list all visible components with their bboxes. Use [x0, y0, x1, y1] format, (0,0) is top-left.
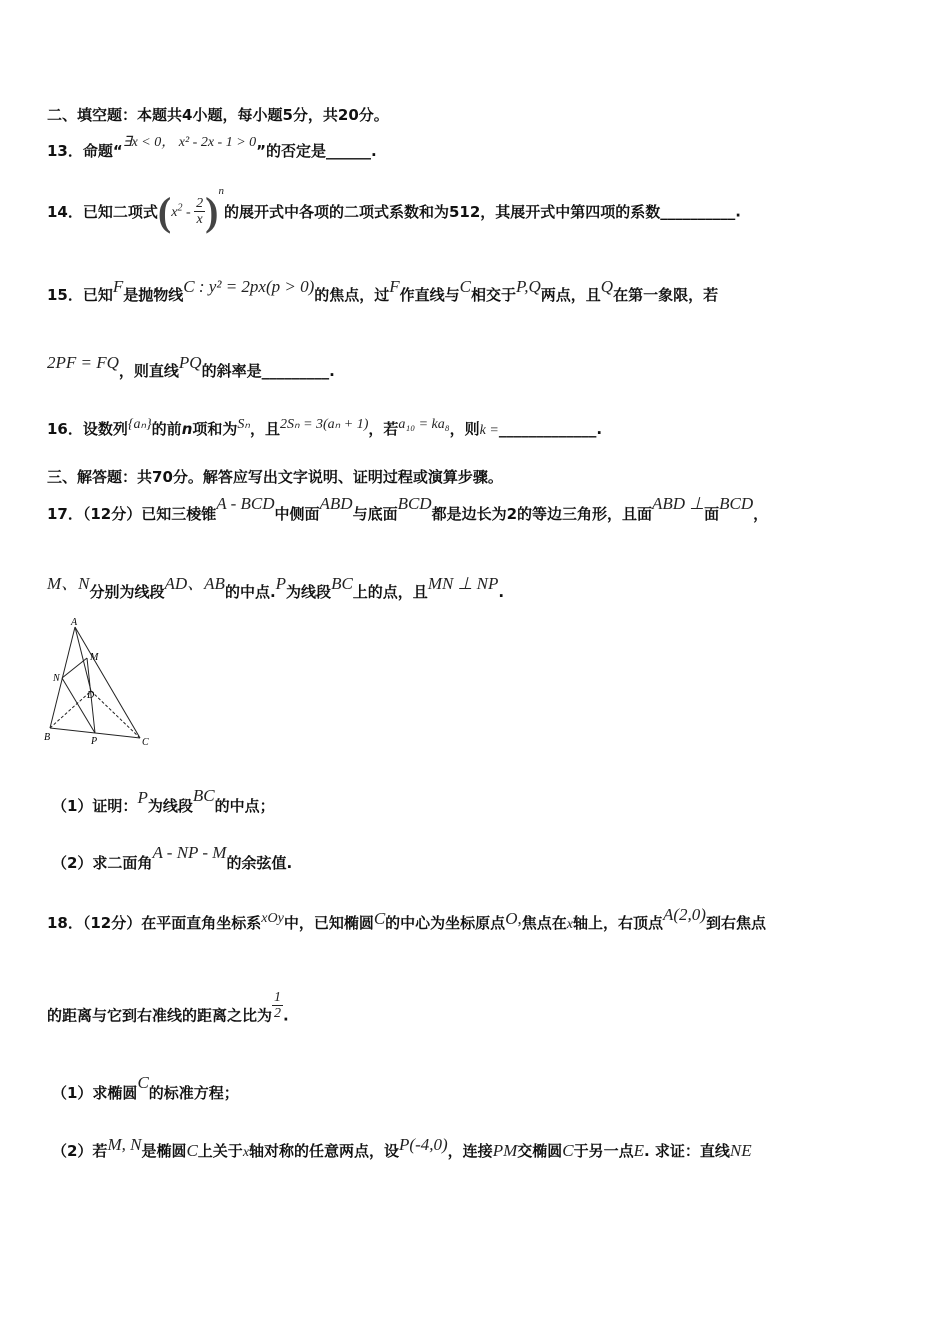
question-text: 到右焦点 [705, 914, 766, 932]
question-text: 的标准方程； [148, 1084, 239, 1102]
question-text: 交椭圆 [517, 1142, 563, 1160]
edge-AD [75, 627, 91, 691]
math-BC: BC [331, 574, 353, 593]
question-number: 16． [47, 420, 83, 438]
question-text: ，则直线 [118, 362, 179, 380]
math-Q: Q [600, 277, 614, 296]
question-18-continued [47, 990, 289, 1032]
math-C: C [186, 1141, 198, 1160]
segment-NM [62, 658, 87, 678]
question-text: 与底面 [352, 505, 398, 523]
label-C: C [142, 737, 149, 748]
fraction-denominator: x [196, 212, 203, 227]
period: . [283, 1006, 289, 1025]
edge-BD-hidden [50, 691, 91, 728]
question-18 [47, 905, 766, 933]
math-Sn: Sₙ [237, 417, 250, 432]
math-PQ: PQ [178, 353, 202, 372]
label-M: M [90, 652, 99, 663]
math-vector-condition: 2PF = FQ [47, 353, 119, 372]
math-x: x [242, 1145, 250, 1160]
fraction-numerator: 2 [196, 195, 204, 211]
question-text: 的斜率是 [201, 362, 262, 380]
question-text: 分别为线段 [89, 583, 165, 601]
period: . [735, 202, 741, 221]
question-text: 的中心为坐标原点 [385, 914, 506, 932]
question-number: 15． [47, 286, 83, 304]
label-N: N [53, 673, 60, 684]
question-text: ，且 [249, 420, 280, 438]
question-text: 为线段 [286, 583, 332, 601]
question-text: （12分）在平面直角坐标系 [82, 914, 262, 932]
question-text: 命题“ [82, 142, 123, 160]
question-text: ，则 [449, 420, 480, 438]
question-text: 相交于 [471, 286, 517, 304]
question-text: 都是边长为2的等边三角形，且面 [431, 505, 653, 523]
math-MN: M, N [107, 1135, 142, 1154]
math-PQ-points: P,Q [516, 277, 541, 296]
math-n: n [181, 420, 193, 438]
label-B: B [44, 732, 51, 743]
section-heading-fill-blank: 二、填空题：本题共4小题，每小题5分，共20分。 [47, 106, 389, 124]
binomial-base [171, 202, 194, 220]
question-13 [47, 135, 377, 161]
label-D: D [87, 690, 95, 701]
answer-blank: _____________ [498, 420, 597, 438]
fraction [272, 990, 283, 1022]
math-C: C [373, 909, 386, 928]
pyramid-figure [40, 615, 160, 750]
question-text: 作直线与 [399, 286, 460, 304]
math-BCD: BCD [397, 494, 432, 513]
part-label: （2）求二面角 [52, 854, 153, 872]
question-17-part-2 [52, 843, 293, 873]
period: . [329, 362, 335, 380]
question-text: 是抛物线 [123, 286, 184, 304]
answer-blank: _________ [261, 362, 330, 380]
math-F: F [389, 277, 400, 296]
question-text: 中侧面 [274, 505, 320, 523]
question-text: 的前 [151, 420, 182, 438]
math-expression: ∃x < 0， x² - 2x - 1 > 0 [122, 135, 257, 150]
math-BC: BC [192, 786, 215, 805]
fraction-denominator: 2 [274, 1006, 282, 1022]
fraction [194, 196, 205, 228]
question-17-part-1 [52, 786, 275, 816]
question-text: （12分）已知三棱锥 [82, 505, 217, 523]
section-heading-solutions: 三、解答题：共70分。解答应写出文字说明、证明过程或演算步骤。 [47, 468, 503, 486]
power-n: n [218, 185, 224, 197]
math-pyramid: A - BCD [216, 494, 275, 513]
math-perp-condition: MN ⊥ NP [427, 574, 499, 593]
period: . [596, 420, 603, 438]
part-label: （2）若 [52, 1142, 108, 1160]
question-text: 的中点. [224, 583, 276, 601]
right-paren: ) [205, 189, 219, 234]
math-ABD: ABD [319, 494, 353, 513]
question-15-continued [47, 353, 335, 381]
question-text: 两点，且 [540, 286, 601, 304]
question-text: 的焦点，过 [314, 286, 390, 304]
exponent: 2 [177, 202, 183, 214]
label-P: P [91, 736, 98, 747]
math-MN: M、N [47, 574, 90, 593]
math-C: C [137, 1073, 149, 1092]
question-text: 的中点； [214, 797, 275, 815]
label-A: A [71, 617, 78, 628]
fraction-numerator: 1 [274, 990, 282, 1005]
question-text: 中，已知椭圆 [283, 914, 374, 932]
question-text: ”的否定是 [256, 142, 326, 160]
question-text: 于另一点 [573, 1142, 634, 1160]
math-segments: AD、AB [164, 574, 225, 593]
question-number: 14． [47, 203, 83, 221]
math-equation: 2Sₙ = 3(aₙ + 1) [279, 417, 369, 432]
question-text: 的余弦值. [226, 854, 293, 872]
question-17 [47, 494, 769, 524]
question-text: 的距离与它到右准线的距离之比为 [47, 1006, 273, 1025]
period: . [498, 583, 505, 601]
question-text: 上的点，且 [352, 583, 428, 601]
math-ABD-perp: ABD ⊥ [652, 494, 705, 513]
edge-DC-hidden [91, 691, 140, 738]
math-NE: NE [729, 1141, 752, 1160]
question-text: . 求证：直线 [644, 1142, 730, 1160]
answer-blank: __________ [660, 202, 736, 221]
math-ratio: a₁₀ = ka₈ [398, 417, 450, 432]
question-text: 轴对称的任意两点，设 [249, 1142, 400, 1160]
question-text: ， [753, 505, 769, 523]
period: . [371, 142, 377, 160]
question-text: 面 [704, 505, 720, 523]
question-18-part-2 [52, 1135, 752, 1161]
math-PM: PM [492, 1141, 518, 1160]
question-text: 设数列 [82, 420, 128, 438]
variable: x [171, 204, 178, 220]
question-text: 为线段 [147, 797, 193, 815]
math-F: F [112, 277, 124, 296]
math-vertex-A: A(2,0) [662, 905, 706, 924]
question-text: 焦点在 [521, 914, 567, 932]
question-text: ，连接 [447, 1142, 493, 1160]
edge-AC [75, 627, 140, 738]
math-O: O, [505, 909, 522, 928]
question-text: 已知二项式 [82, 203, 158, 221]
question-number: 18． [47, 914, 83, 932]
question-text: 已知 [82, 286, 113, 304]
operator: - [185, 204, 191, 220]
question-number: 17． [47, 505, 83, 523]
part-label: （1）求椭圆 [52, 1084, 138, 1102]
math-x: x [566, 917, 573, 932]
question-17-continued [47, 574, 505, 602]
question-14 [47, 185, 741, 235]
question-text: ，若 [368, 420, 399, 438]
math-xOy: xOy [261, 911, 284, 926]
math-point-P: P(-4,0) [399, 1135, 448, 1154]
question-18-part-1 [52, 1073, 239, 1103]
math-k: k = [479, 423, 499, 438]
question-text: 项和为 [192, 420, 238, 438]
math-dihedral-angle: A - NP - M [152, 843, 227, 862]
math-C: C [459, 277, 472, 296]
math-E: E [633, 1141, 644, 1160]
question-16 [47, 418, 602, 439]
math-BCD: BCD [719, 494, 754, 513]
question-number: 13． [47, 142, 83, 160]
question-text: 上关于 [197, 1142, 243, 1160]
question-text: 轴上，右顶点 [572, 914, 663, 932]
part-label: （1）证明： [52, 797, 138, 815]
math-sequence: {aₙ} [127, 417, 152, 432]
question-text: 在第一象限，若 [613, 286, 719, 304]
question-15 [47, 277, 719, 305]
answer-blank: ______ [326, 142, 371, 160]
math-P: P [137, 788, 148, 807]
math-parabola: C : y² = 2px(p > 0) [183, 277, 315, 296]
math-P: P [275, 574, 287, 593]
question-text: 是椭圆 [141, 1142, 187, 1160]
math-C: C [562, 1141, 574, 1160]
question-text: 的展开式中各项的二项式系数和为512，其展开式中第四项的系数 [223, 203, 661, 221]
left-paren: ( [157, 189, 172, 234]
